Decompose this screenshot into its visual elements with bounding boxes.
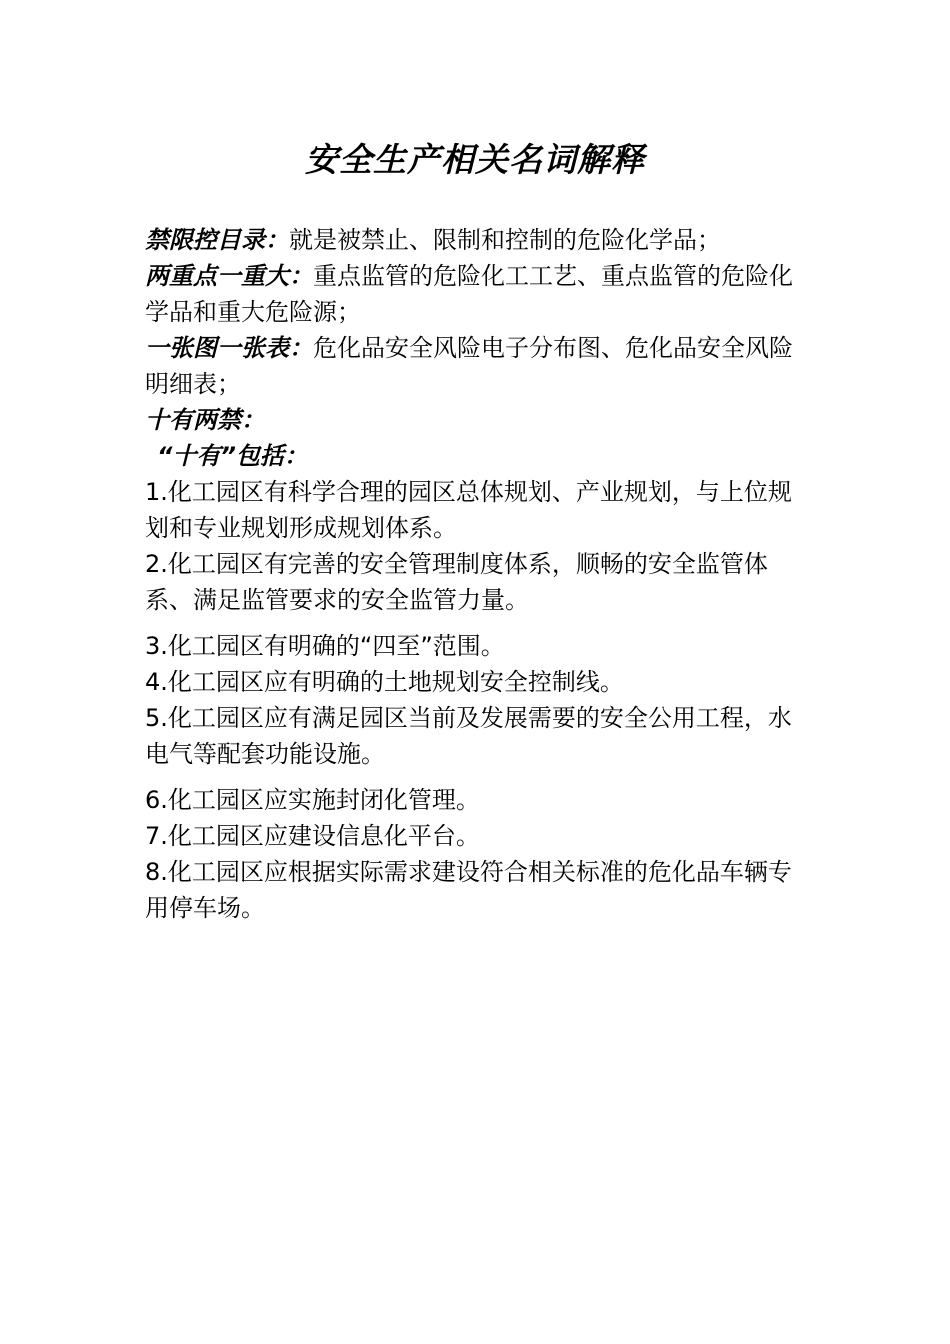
definition-yizhangtu [145,330,813,402]
document-title: 安全生产相关名词解释 [305,140,645,179]
definition-liangzhongdian [145,258,813,330]
document-body [145,222,813,926]
list-item: 6.化工园区应实施封闭化管理。 [145,786,480,814]
definition-term: 禁限控目录： [145,226,289,254]
list-item: 7.化工园区应建设信息化平台。 [145,822,480,850]
list-item: 2.化工园区有完善的安全管理制度体系，顺畅的安全监管体系、满足监管要求的安全监管力量。 [145,550,768,614]
list-item: 4.化工园区应有明确的土地规划安全控制线。 [145,668,624,696]
definition-text: 危化品安全风险电子分布图、危化品安全风险明细表； [145,334,793,398]
list-item: 8.化工园区应根据实际需求建设符合相关标准的危化品车辆专用停车场。 [145,858,792,922]
list-item: 5.化工园区应有满足园区当前及发展需要的安全公用工程，水电气等配套功能设施。 [145,704,792,768]
definition-jinxiankong [145,222,813,258]
subsection-heading: “十有”包括： [157,442,308,470]
list-item: 3.化工园区有明确的“四至”范围。 [145,632,505,660]
section-heading: 十有两禁： [145,406,265,434]
definition-term: 一张图一张表： [145,334,313,362]
definition-text: 重点监管的危险化工工艺、重点监管的危险化学品和重大危险源； [145,262,793,326]
list-item: 1.化工园区有科学合理的园区总体规划、产业规划，与上位规划和专业规划形成规划体系。 [145,478,792,542]
definition-text: 就是被禁止、限制和控制的危险化学品； [289,226,721,254]
definition-term: 两重点一重大： [145,262,313,290]
